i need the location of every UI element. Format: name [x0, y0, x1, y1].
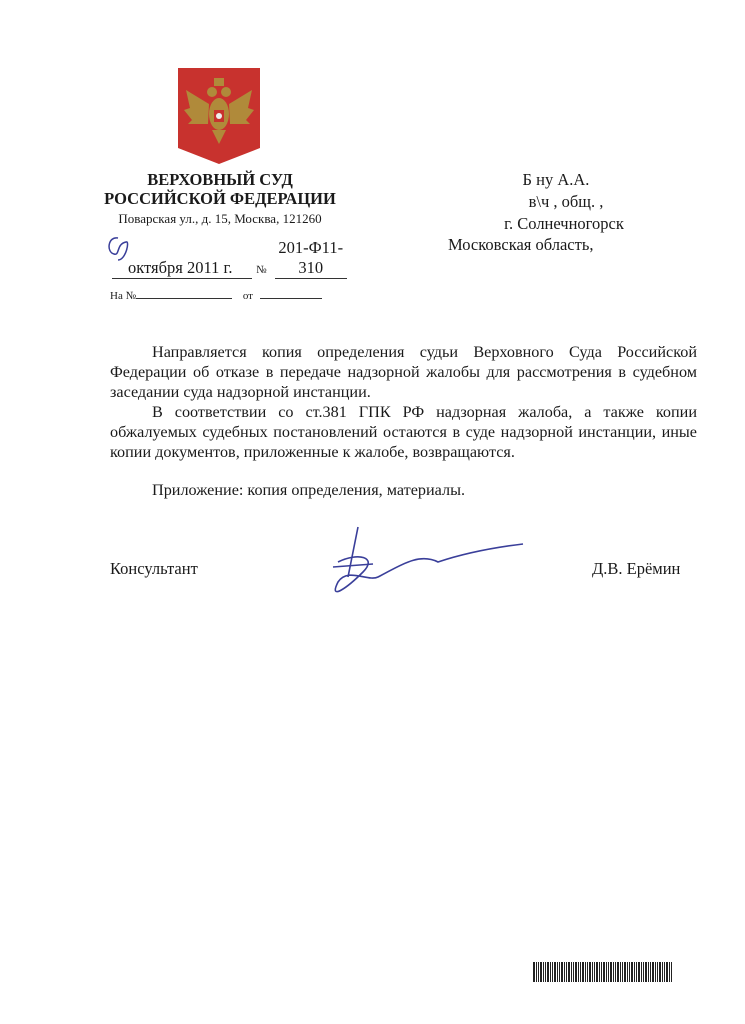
barcode-bar [655, 962, 656, 982]
barcode-bar [573, 962, 574, 982]
barcode-bar [564, 962, 565, 982]
barcode-bar [533, 962, 535, 982]
barcode-bar [575, 962, 577, 982]
barcode-bar [601, 962, 602, 982]
attachment-note: Приложение: копия определения, материалы. [152, 481, 465, 499]
barcode-bar [648, 962, 649, 982]
barcode-bar [622, 962, 623, 982]
barcode-bar [659, 962, 661, 982]
handwritten-signature [318, 522, 528, 612]
signer-name: Д.В. Ерёмин [592, 559, 681, 578]
barcode-bar [606, 962, 607, 982]
org-name-line2: РОССИЙСКОЙ ФЕДЕРАЦИИ [104, 189, 336, 208]
barcode-bar [608, 962, 609, 982]
barcode-bar [662, 962, 663, 982]
barcode-bar [631, 962, 633, 982]
barcode-bar [587, 962, 588, 982]
barcode-bar [543, 962, 544, 982]
barcode-bar [550, 962, 551, 982]
barcode-bar [627, 962, 628, 982]
barcode-bar [589, 962, 591, 982]
reply-reference-line [110, 290, 322, 302]
reply-number-field [136, 298, 232, 299]
barcode-bar [613, 962, 614, 982]
barcode-bar [664, 962, 665, 982]
barcode-bar [568, 962, 570, 982]
barcode-bar [592, 962, 593, 982]
barcode-bar [645, 962, 647, 982]
number-label: № [256, 264, 267, 276]
barcode-bar [638, 962, 640, 982]
signer-role: Консультант [110, 559, 198, 578]
barcode-bar [580, 962, 581, 982]
barcode-bar [538, 962, 539, 982]
barcode-bar [629, 962, 630, 982]
barcode-bar [566, 962, 567, 982]
recipient-region: Московская область, [448, 235, 594, 254]
barcode-bar [657, 962, 658, 982]
barcode-bar [545, 962, 546, 982]
recipient-address-line: в\ч , общ. , [528, 192, 604, 211]
recipient-city: г. Солнечногорск [504, 214, 624, 233]
barcode-bar [561, 962, 563, 982]
barcode-bar [650, 962, 651, 982]
barcode-bar [552, 962, 553, 982]
barcode-bar [671, 962, 672, 982]
from-date-field [260, 298, 322, 299]
date-number-line [112, 238, 347, 279]
barcode [533, 962, 697, 982]
barcode-bar [599, 962, 600, 982]
handwritten-day-mark [104, 234, 134, 264]
barcode-bar [547, 962, 549, 982]
date-text: октября 2011 г. [128, 258, 233, 277]
barcode-bar [624, 962, 626, 982]
barcode-bar [666, 962, 668, 982]
barcode-bar [636, 962, 637, 982]
barcode-bar [585, 962, 586, 982]
barcode-bar [540, 962, 542, 982]
barcode-bar [559, 962, 560, 982]
barcode-bar [594, 962, 595, 982]
number-value: 201-Ф11-310 [275, 238, 347, 279]
barcode-bar [536, 962, 537, 982]
barcode-bar [554, 962, 556, 982]
recipient-name: Б ну А.А. [522, 170, 590, 189]
barcode-bar [652, 962, 654, 982]
barcode-bar [571, 962, 572, 982]
paragraph-2: В соответствии со ст.381 ГПК РФ надзорная жалоба, а также копии обжалуемых судебных постановлений остаются в суде надзорной инстанции, иные копии документов, приложенные к жалобе, возвращаются. [110, 403, 697, 461]
barcode-bar [669, 962, 670, 982]
russian-coat-of-arms-emblem [178, 68, 260, 164]
org-address: Поварская ул., д. 15, Москва, 121260 [118, 211, 322, 226]
barcode-bar [603, 962, 605, 982]
barcode-bar [643, 962, 644, 982]
barcode-bar [557, 962, 558, 982]
letter-body [110, 342, 697, 500]
org-name-line1: ВЕРХОВНЫЙ СУД [147, 170, 293, 189]
barcode-bar [610, 962, 612, 982]
reply-label: На № [110, 290, 137, 302]
barcode-bar [617, 962, 619, 982]
barcode-bar [620, 962, 621, 982]
barcode-bar [582, 962, 584, 982]
from-label: от [242, 290, 253, 302]
paragraph-1: Направляется копия определения судьи Верховного Суда Российской Федерации об отказе в передаче надзорной жалобы для рассмотрения в судебном заседании суда надзорной инстанции. [110, 343, 697, 401]
barcode-bar [634, 962, 635, 982]
barcode-bar [641, 962, 642, 982]
barcode-bar [578, 962, 579, 982]
barcode-bar [596, 962, 598, 982]
barcode-bar [615, 962, 616, 982]
